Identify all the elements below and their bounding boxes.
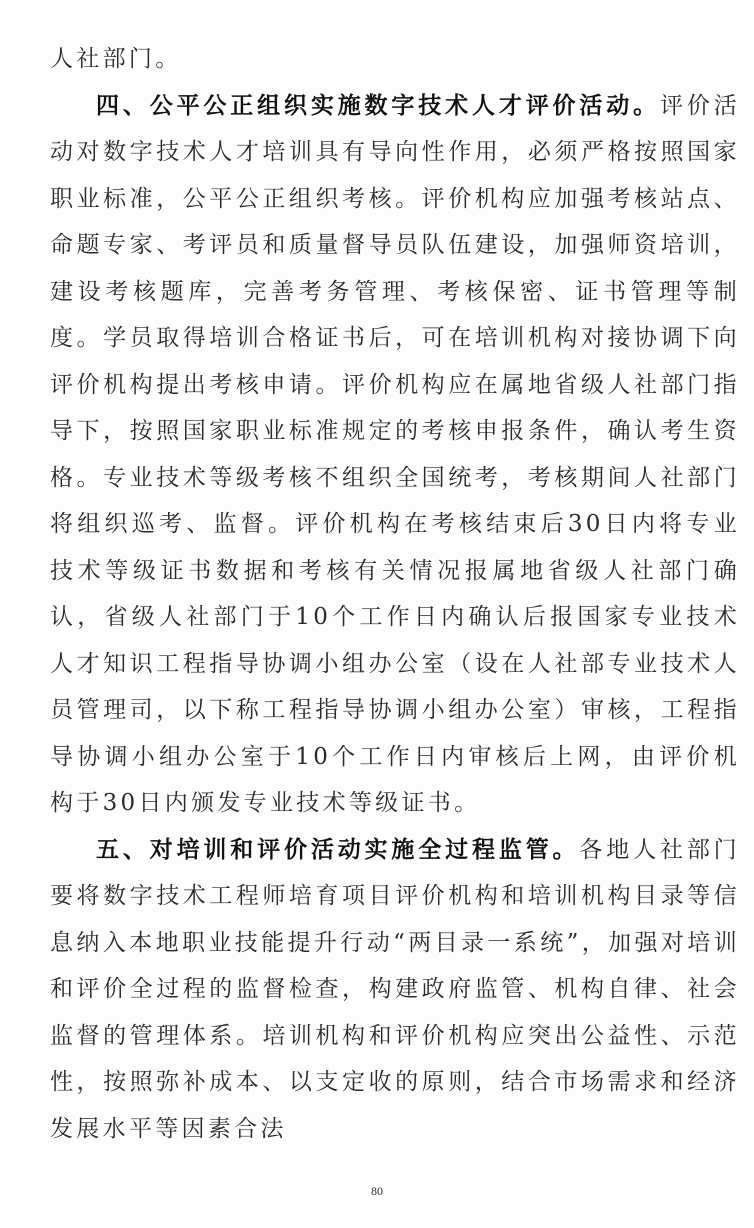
section-four-paragraph [50, 83, 740, 827]
page-number: 80 [371, 1184, 383, 1198]
section-four-heading: 四、公平公正组织实施数字技术人才评价活动。 [96, 91, 660, 119]
section-five-body: 各地人社部门要将数字技术工程师培育项目评价机构和培训机构目录等信息纳入本地职业技能提升行动“两目录一系统”，加强对培训和评价全过程的监督检查，构建政府监管、机构自律、社会监督的管理体系。培训机构和评价机构应突出公益性、示范性，按照弥补成本、以支定收的原则，结合市场需求和经济发展水平等因素合法 [50, 836, 740, 1142]
section-five-heading: 五、对培训和评价活动实施全过程监管。 [96, 835, 580, 863]
section-five-paragraph [50, 827, 740, 1153]
opening-fragment: 人社部门。 [50, 46, 182, 72]
section-four-body: 评价活动对数字技术人才培训具有导向性作用，必须严格按照国家职业标准，公平公正组织考核。评价机构应加强考核站点、命题专家、考评员和质量督导员队伍建设，加强师资培训，建设考核题库，完善考务管理、考核保密、证书管理等制度。学员取得培训合格证书后，可在培训机构对接协调下向评价机构提出考核申请。评价机构应在属地省级人社部门指导下，按照国家职业标准规定的考核申报条件，确认考生资格。专业技术等级考核不组织全国统考，考核期间人社部门将组织巡考、监督。评价机构在考核结束后30日内将专业技术等级证书数据和考核有关情况报属地省级人社部门确认，省级人社部门于10个工作日内确认后报国家专业技术人才知识工程指导协调小组办公室（设在人社部专业技术人员管理司，以下称工程指导协调小组办公室）审核，工程指导协调小组办公室于10个工作日内审核后上网，由评价机构于30日内颁发专业技术等级证书。 [50, 92, 740, 816]
page-body [50, 36, 740, 1152]
